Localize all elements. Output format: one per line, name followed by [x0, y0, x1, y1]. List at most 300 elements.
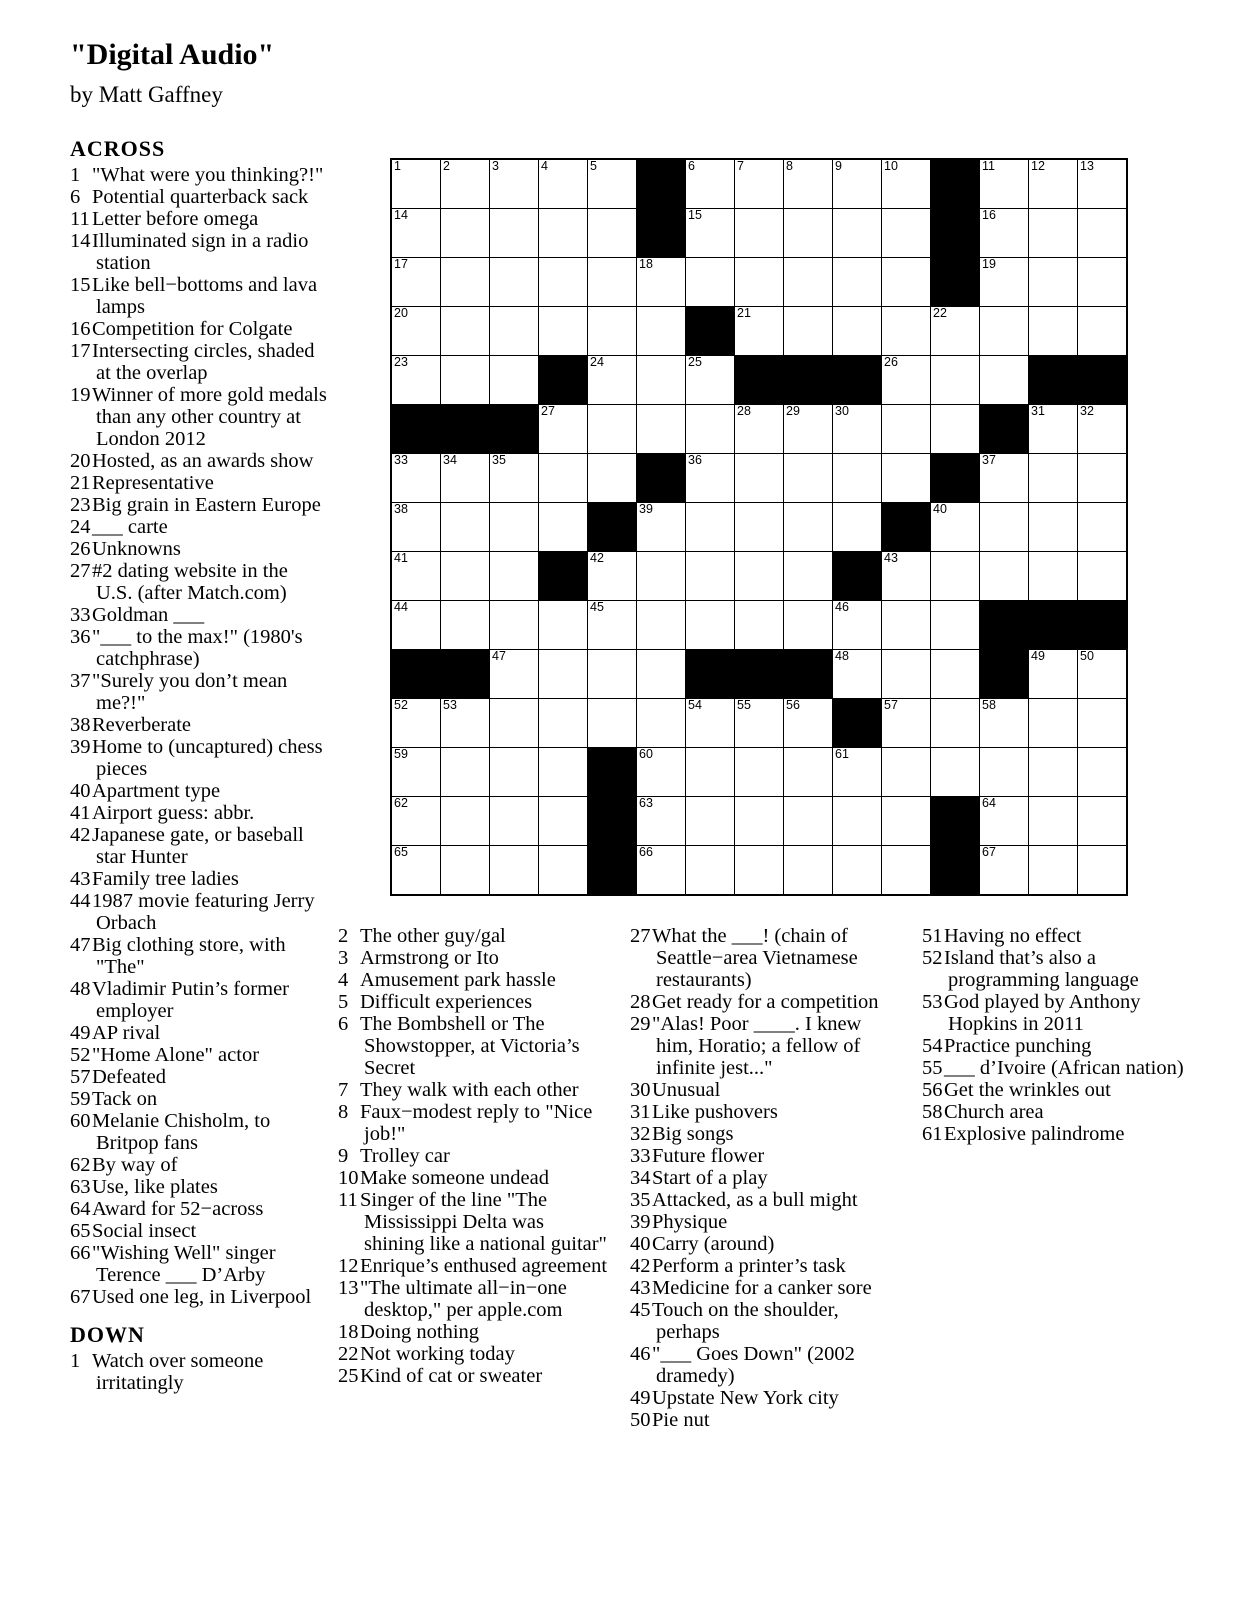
grid-cell[interactable]	[1078, 454, 1128, 503]
grid-cell[interactable]	[441, 454, 490, 503]
clue-text: Carry (around)	[652, 1233, 775, 1255]
grid-cell[interactable]	[588, 159, 637, 209]
grid-cell[interactable]	[588, 454, 637, 503]
grid-cell[interactable]	[686, 797, 735, 846]
clue-item[interactable]	[922, 1057, 1192, 1079]
grid-cell[interactable]	[1078, 552, 1128, 601]
grid-cell[interactable]	[735, 209, 784, 258]
clue-item[interactable]	[70, 1242, 328, 1286]
clue-item[interactable]	[70, 1066, 328, 1088]
clue-item[interactable]	[70, 626, 328, 670]
grid-cell[interactable]	[784, 209, 833, 258]
clue-item[interactable]	[338, 969, 608, 991]
grid-cell[interactable]	[784, 159, 833, 209]
grid-cell-number: 56	[786, 698, 800, 712]
clue-item[interactable]	[922, 1079, 1192, 1101]
clue-item[interactable]	[70, 516, 328, 538]
clue-item[interactable]	[630, 1277, 900, 1299]
grid-cell[interactable]	[441, 797, 490, 846]
grid-cell[interactable]	[1078, 405, 1128, 454]
grid-cell[interactable]	[539, 307, 588, 356]
grid-cell[interactable]	[784, 405, 833, 454]
grid-cell[interactable]	[735, 797, 784, 846]
grid-cell[interactable]	[1029, 405, 1078, 454]
clue-item[interactable]	[70, 1198, 328, 1220]
grid-cell[interactable]	[735, 405, 784, 454]
grid-cell[interactable]	[588, 356, 637, 405]
grid-cell[interactable]	[1078, 258, 1128, 307]
grid-cell[interactable]	[637, 846, 686, 896]
grid-cell[interactable]	[1029, 699, 1078, 748]
clue-item[interactable]	[70, 186, 328, 208]
clue-item[interactable]	[70, 560, 328, 604]
grid-cell[interactable]	[391, 356, 441, 405]
grid-cell[interactable]	[735, 307, 784, 356]
clue-item[interactable]	[338, 1343, 608, 1365]
clue-item[interactable]	[70, 538, 328, 560]
grid-cell[interactable]	[539, 699, 588, 748]
grid-cell[interactable]	[882, 405, 931, 454]
grid-cell[interactable]	[784, 797, 833, 846]
clue-item[interactable]	[338, 1167, 608, 1189]
grid-cell-number: 44	[394, 600, 408, 614]
grid-block	[980, 601, 1029, 650]
grid-cell[interactable]	[882, 846, 931, 896]
clue-item[interactable]	[338, 1101, 608, 1145]
clue-item[interactable]	[70, 384, 328, 450]
grid-cell[interactable]	[1078, 159, 1128, 209]
grid-cell[interactable]	[1078, 699, 1128, 748]
grid-cell-number: 19	[982, 257, 996, 271]
clue-item[interactable]	[70, 1088, 328, 1110]
clue-item[interactable]	[630, 1233, 900, 1255]
grid-cell[interactable]	[980, 699, 1029, 748]
grid-cell[interactable]	[539, 258, 588, 307]
grid-cell[interactable]	[490, 748, 539, 797]
clue-item[interactable]	[630, 925, 900, 991]
grid-cell-number: 60	[639, 747, 653, 761]
clue-item[interactable]	[338, 947, 608, 969]
grid-cell[interactable]	[882, 699, 931, 748]
grid-cell[interactable]	[833, 159, 882, 209]
grid-cell[interactable]	[588, 209, 637, 258]
grid-cell[interactable]	[490, 846, 539, 896]
clue-item[interactable]	[70, 670, 328, 714]
grid-cell[interactable]	[490, 797, 539, 846]
grid-cell[interactable]	[735, 454, 784, 503]
clue-item[interactable]	[70, 868, 328, 890]
grid-cell[interactable]	[637, 258, 686, 307]
grid-block	[1029, 601, 1078, 650]
grid-cell[interactable]	[882, 797, 931, 846]
grid-cell[interactable]	[1029, 552, 1078, 601]
clue-item[interactable]	[70, 824, 328, 868]
clue-item[interactable]	[630, 1299, 900, 1343]
grid-cell[interactable]	[686, 552, 735, 601]
grid-cell[interactable]	[441, 258, 490, 307]
grid-cell[interactable]	[637, 601, 686, 650]
clue-item[interactable]	[922, 1101, 1192, 1123]
grid-cell[interactable]	[784, 503, 833, 552]
grid-cell[interactable]	[882, 601, 931, 650]
grid-cell[interactable]	[833, 258, 882, 307]
clue-number: 67	[70, 1286, 91, 1308]
crossword-grid[interactable]	[390, 158, 1128, 896]
grid-cell[interactable]	[980, 159, 1029, 209]
grid-cell[interactable]	[1029, 258, 1078, 307]
grid-cell[interactable]	[588, 405, 637, 454]
grid-cell[interactable]	[441, 552, 490, 601]
grid-cell-number: 22	[933, 306, 947, 320]
grid-cell[interactable]	[931, 405, 980, 454]
grid-cell[interactable]	[735, 258, 784, 307]
grid-cell[interactable]	[539, 748, 588, 797]
grid-cell[interactable]	[686, 699, 735, 748]
grid-cell[interactable]	[833, 405, 882, 454]
clue-item[interactable]	[70, 978, 328, 1022]
grid-cell[interactable]	[391, 601, 441, 650]
grid-cell[interactable]	[882, 748, 931, 797]
grid-cell[interactable]	[882, 552, 931, 601]
grid-cell[interactable]	[833, 846, 882, 896]
grid-cell[interactable]	[833, 797, 882, 846]
grid-cell[interactable]	[490, 356, 539, 405]
grid-cell[interactable]	[882, 258, 931, 307]
grid-cell-number: 41	[394, 551, 408, 565]
grid-cell[interactable]	[1029, 159, 1078, 209]
grid-cell[interactable]	[1078, 650, 1128, 699]
grid-cell[interactable]	[882, 454, 931, 503]
clue-item[interactable]	[70, 1154, 328, 1176]
grid-cell[interactable]	[391, 846, 441, 896]
grid-cell[interactable]	[637, 405, 686, 454]
grid-cell[interactable]	[931, 748, 980, 797]
grid-cell[interactable]	[441, 356, 490, 405]
grid-cell[interactable]	[539, 503, 588, 552]
grid-cell[interactable]	[637, 503, 686, 552]
grid-cell[interactable]	[539, 159, 588, 209]
grid-cell[interactable]	[637, 797, 686, 846]
grid-cell[interactable]	[882, 159, 931, 209]
grid-cell[interactable]	[391, 797, 441, 846]
clue-item[interactable]	[922, 947, 1192, 991]
grid-table[interactable]	[390, 158, 1128, 896]
clue-number: 66	[70, 1242, 91, 1264]
grid-cell[interactable]	[686, 454, 735, 503]
grid-cell[interactable]	[833, 503, 882, 552]
clue-text: By way of	[92, 1154, 178, 1176]
grid-cell[interactable]	[931, 699, 980, 748]
grid-cell[interactable]	[490, 307, 539, 356]
grid-cell[interactable]	[441, 209, 490, 258]
down-clue-columns	[338, 925, 1198, 1431]
grid-block	[686, 650, 735, 699]
grid-cell-number: 26	[884, 355, 898, 369]
clue-item[interactable]	[70, 450, 328, 472]
grid-cell[interactable]	[637, 699, 686, 748]
grid-cell[interactable]	[441, 601, 490, 650]
grid-cell[interactable]	[441, 307, 490, 356]
grid-cell[interactable]	[391, 748, 441, 797]
grid-cell[interactable]	[490, 209, 539, 258]
grid-cell[interactable]	[490, 258, 539, 307]
grid-cell[interactable]	[490, 552, 539, 601]
grid-cell[interactable]	[686, 601, 735, 650]
grid-cell[interactable]	[784, 699, 833, 748]
grid-cell[interactable]	[931, 552, 980, 601]
clue-number: 28	[630, 991, 651, 1013]
clue-item[interactable]	[630, 1189, 900, 1211]
grid-cell[interactable]	[980, 552, 1029, 601]
grid-cell[interactable]	[980, 846, 1029, 896]
grid-cell[interactable]	[882, 209, 931, 258]
clue-item[interactable]	[70, 1220, 328, 1242]
clue-number: 49	[630, 1387, 651, 1409]
clue-item[interactable]	[70, 472, 328, 494]
grid-cell-number: 49	[1031, 649, 1045, 663]
clue-item[interactable]	[70, 604, 328, 626]
grid-cell[interactable]	[1078, 797, 1128, 846]
grid-cell[interactable]	[637, 552, 686, 601]
clue-item[interactable]	[338, 1079, 608, 1101]
clue-item[interactable]	[70, 208, 328, 230]
grid-cell[interactable]	[686, 356, 735, 405]
grid-cell[interactable]	[441, 846, 490, 896]
clue-text: Apartment type	[92, 780, 221, 802]
grid-cell[interactable]	[1078, 846, 1128, 896]
clue-number: 8	[338, 1101, 349, 1123]
clue-text: Big clothing store, with "The"	[92, 934, 286, 978]
clue-item[interactable]	[630, 1013, 900, 1079]
grid-cell[interactable]	[784, 601, 833, 650]
grid-cell[interactable]	[1029, 209, 1078, 258]
grid-cell[interactable]	[735, 601, 784, 650]
grid-block	[833, 699, 882, 748]
grid-cell[interactable]	[931, 503, 980, 552]
clue-item[interactable]	[630, 1079, 900, 1101]
grid-cell[interactable]	[391, 209, 441, 258]
grid-cell[interactable]	[784, 258, 833, 307]
grid-cell[interactable]	[784, 748, 833, 797]
clue-item[interactable]	[338, 991, 608, 1013]
grid-cell[interactable]	[490, 650, 539, 699]
grid-cell[interactable]	[539, 650, 588, 699]
grid-cell[interactable]	[441, 699, 490, 748]
grid-cell-number: 8	[786, 159, 793, 173]
grid-cell[interactable]	[637, 748, 686, 797]
clue-item[interactable]	[922, 1035, 1192, 1057]
clue-item[interactable]	[70, 714, 328, 736]
grid-cell[interactable]	[931, 356, 980, 405]
grid-cell[interactable]	[1078, 503, 1128, 552]
grid-cell[interactable]	[588, 650, 637, 699]
grid-cell[interactable]	[833, 650, 882, 699]
grid-row	[391, 797, 1127, 846]
grid-cell[interactable]	[686, 503, 735, 552]
grid-cell[interactable]	[980, 307, 1029, 356]
clue-item[interactable]	[70, 934, 328, 978]
grid-block	[784, 356, 833, 405]
clue-item[interactable]	[70, 318, 328, 340]
clue-item[interactable]	[630, 1123, 900, 1145]
clue-item[interactable]	[70, 1110, 328, 1154]
grid-cell[interactable]	[490, 454, 539, 503]
grid-cell[interactable]	[539, 209, 588, 258]
grid-cell[interactable]	[931, 650, 980, 699]
grid-cell[interactable]	[1029, 748, 1078, 797]
grid-cell[interactable]	[490, 699, 539, 748]
grid-cell[interactable]	[588, 258, 637, 307]
grid-cell[interactable]	[686, 258, 735, 307]
grid-cell[interactable]	[980, 454, 1029, 503]
grid-cell[interactable]	[784, 307, 833, 356]
grid-cell[interactable]	[833, 454, 882, 503]
grid-cell[interactable]	[588, 699, 637, 748]
grid-cell[interactable]	[391, 552, 441, 601]
grid-cell[interactable]	[833, 209, 882, 258]
clue-item[interactable]	[338, 1013, 608, 1079]
clue-item[interactable]	[70, 736, 328, 780]
clue-item[interactable]	[70, 1022, 328, 1044]
grid-cell[interactable]	[882, 356, 931, 405]
grid-cell[interactable]	[539, 405, 588, 454]
clue-item[interactable]	[922, 925, 1192, 947]
clue-item[interactable]	[338, 1277, 608, 1321]
clue-item[interactable]	[630, 991, 900, 1013]
grid-cell[interactable]	[735, 748, 784, 797]
grid-cell[interactable]	[391, 258, 441, 307]
grid-cell[interactable]	[1029, 650, 1078, 699]
grid-cell[interactable]	[1029, 307, 1078, 356]
grid-cell[interactable]	[637, 307, 686, 356]
grid-cell[interactable]	[539, 454, 588, 503]
grid-cell[interactable]	[882, 650, 931, 699]
clue-item[interactable]	[630, 1211, 900, 1233]
grid-cell[interactable]	[980, 797, 1029, 846]
grid-cell[interactable]	[833, 307, 882, 356]
grid-cell[interactable]	[391, 699, 441, 748]
clue-item[interactable]	[630, 1145, 900, 1167]
grid-cell[interactable]	[588, 552, 637, 601]
clue-item[interactable]	[70, 230, 328, 274]
grid-cell[interactable]	[931, 307, 980, 356]
clue-item[interactable]	[70, 494, 328, 516]
grid-cell[interactable]	[784, 454, 833, 503]
grid-cell[interactable]	[980, 503, 1029, 552]
clue-item[interactable]	[338, 1145, 608, 1167]
grid-cell[interactable]	[784, 846, 833, 896]
clue-item[interactable]	[70, 164, 328, 186]
grid-cell-number: 1	[394, 159, 401, 173]
grid-cell[interactable]	[391, 307, 441, 356]
clue-item[interactable]	[630, 1409, 900, 1431]
grid-cell[interactable]	[735, 552, 784, 601]
clue-item[interactable]	[338, 1321, 608, 1343]
clue-item[interactable]	[70, 802, 328, 824]
grid-cell[interactable]	[1078, 209, 1128, 258]
grid-cell[interactable]	[735, 699, 784, 748]
clue-item[interactable]	[922, 991, 1192, 1035]
grid-cell[interactable]	[784, 552, 833, 601]
clue-item[interactable]	[338, 1365, 608, 1387]
clue-item[interactable]	[922, 1123, 1192, 1145]
clue-item[interactable]	[338, 925, 608, 947]
grid-cell[interactable]	[1078, 748, 1128, 797]
grid-cell[interactable]	[1029, 454, 1078, 503]
grid-cell[interactable]	[980, 209, 1029, 258]
grid-cell[interactable]	[1029, 797, 1078, 846]
grid-cell[interactable]	[588, 307, 637, 356]
grid-cell[interactable]	[391, 454, 441, 503]
grid-cell-number: 13	[1080, 159, 1094, 173]
grid-cell[interactable]	[686, 405, 735, 454]
grid-cell[interactable]	[490, 159, 539, 209]
grid-cell[interactable]	[391, 159, 441, 209]
clue-item[interactable]	[630, 1255, 900, 1277]
grid-cell[interactable]	[980, 748, 1029, 797]
grid-cell[interactable]	[686, 159, 735, 209]
clue-text: "___ Goes Down" (2002 dramedy)	[652, 1343, 855, 1387]
grid-cell[interactable]	[980, 258, 1029, 307]
grid-cell[interactable]	[441, 748, 490, 797]
grid-cell[interactable]	[931, 601, 980, 650]
clue-number: 3	[338, 947, 349, 969]
grid-cell[interactable]	[1029, 846, 1078, 896]
clue-item[interactable]	[70, 780, 328, 802]
clue-item[interactable]	[70, 1286, 328, 1308]
grid-cell[interactable]	[490, 601, 539, 650]
grid-cell[interactable]	[637, 650, 686, 699]
grid-cell[interactable]	[686, 209, 735, 258]
grid-cell[interactable]	[588, 601, 637, 650]
grid-cell[interactable]	[735, 503, 784, 552]
grid-cell[interactable]	[882, 307, 931, 356]
clue-item[interactable]	[630, 1101, 900, 1123]
clue-item[interactable]	[70, 274, 328, 318]
grid-cell[interactable]	[686, 748, 735, 797]
grid-cell[interactable]	[833, 748, 882, 797]
grid-cell[interactable]	[735, 159, 784, 209]
grid-cell[interactable]	[980, 356, 1029, 405]
grid-cell[interactable]	[441, 503, 490, 552]
clue-item[interactable]	[70, 340, 328, 384]
clue-item[interactable]	[70, 1350, 328, 1394]
clue-item[interactable]	[70, 890, 328, 934]
grid-cell[interactable]	[490, 503, 539, 552]
grid-cell[interactable]	[637, 356, 686, 405]
grid-cell[interactable]	[735, 846, 784, 896]
grid-cell[interactable]	[1029, 503, 1078, 552]
clue-number: 27	[70, 560, 91, 582]
clue-item[interactable]	[70, 1176, 328, 1198]
clue-item[interactable]	[338, 1189, 608, 1255]
grid-cell[interactable]	[539, 846, 588, 896]
clue-item[interactable]	[70, 1044, 328, 1066]
clue-item[interactable]	[630, 1387, 900, 1409]
grid-cell[interactable]	[833, 601, 882, 650]
grid-cell[interactable]	[539, 601, 588, 650]
clue-number: 24	[70, 516, 91, 538]
clue-item[interactable]	[338, 1255, 608, 1277]
clue-item[interactable]	[630, 1343, 900, 1387]
grid-cell[interactable]	[1078, 307, 1128, 356]
grid-cell[interactable]	[539, 797, 588, 846]
clue-item[interactable]	[630, 1167, 900, 1189]
grid-cell[interactable]	[391, 503, 441, 552]
grid-cell[interactable]	[441, 159, 490, 209]
grid-cell[interactable]	[686, 846, 735, 896]
clue-number: 64	[70, 1198, 91, 1220]
